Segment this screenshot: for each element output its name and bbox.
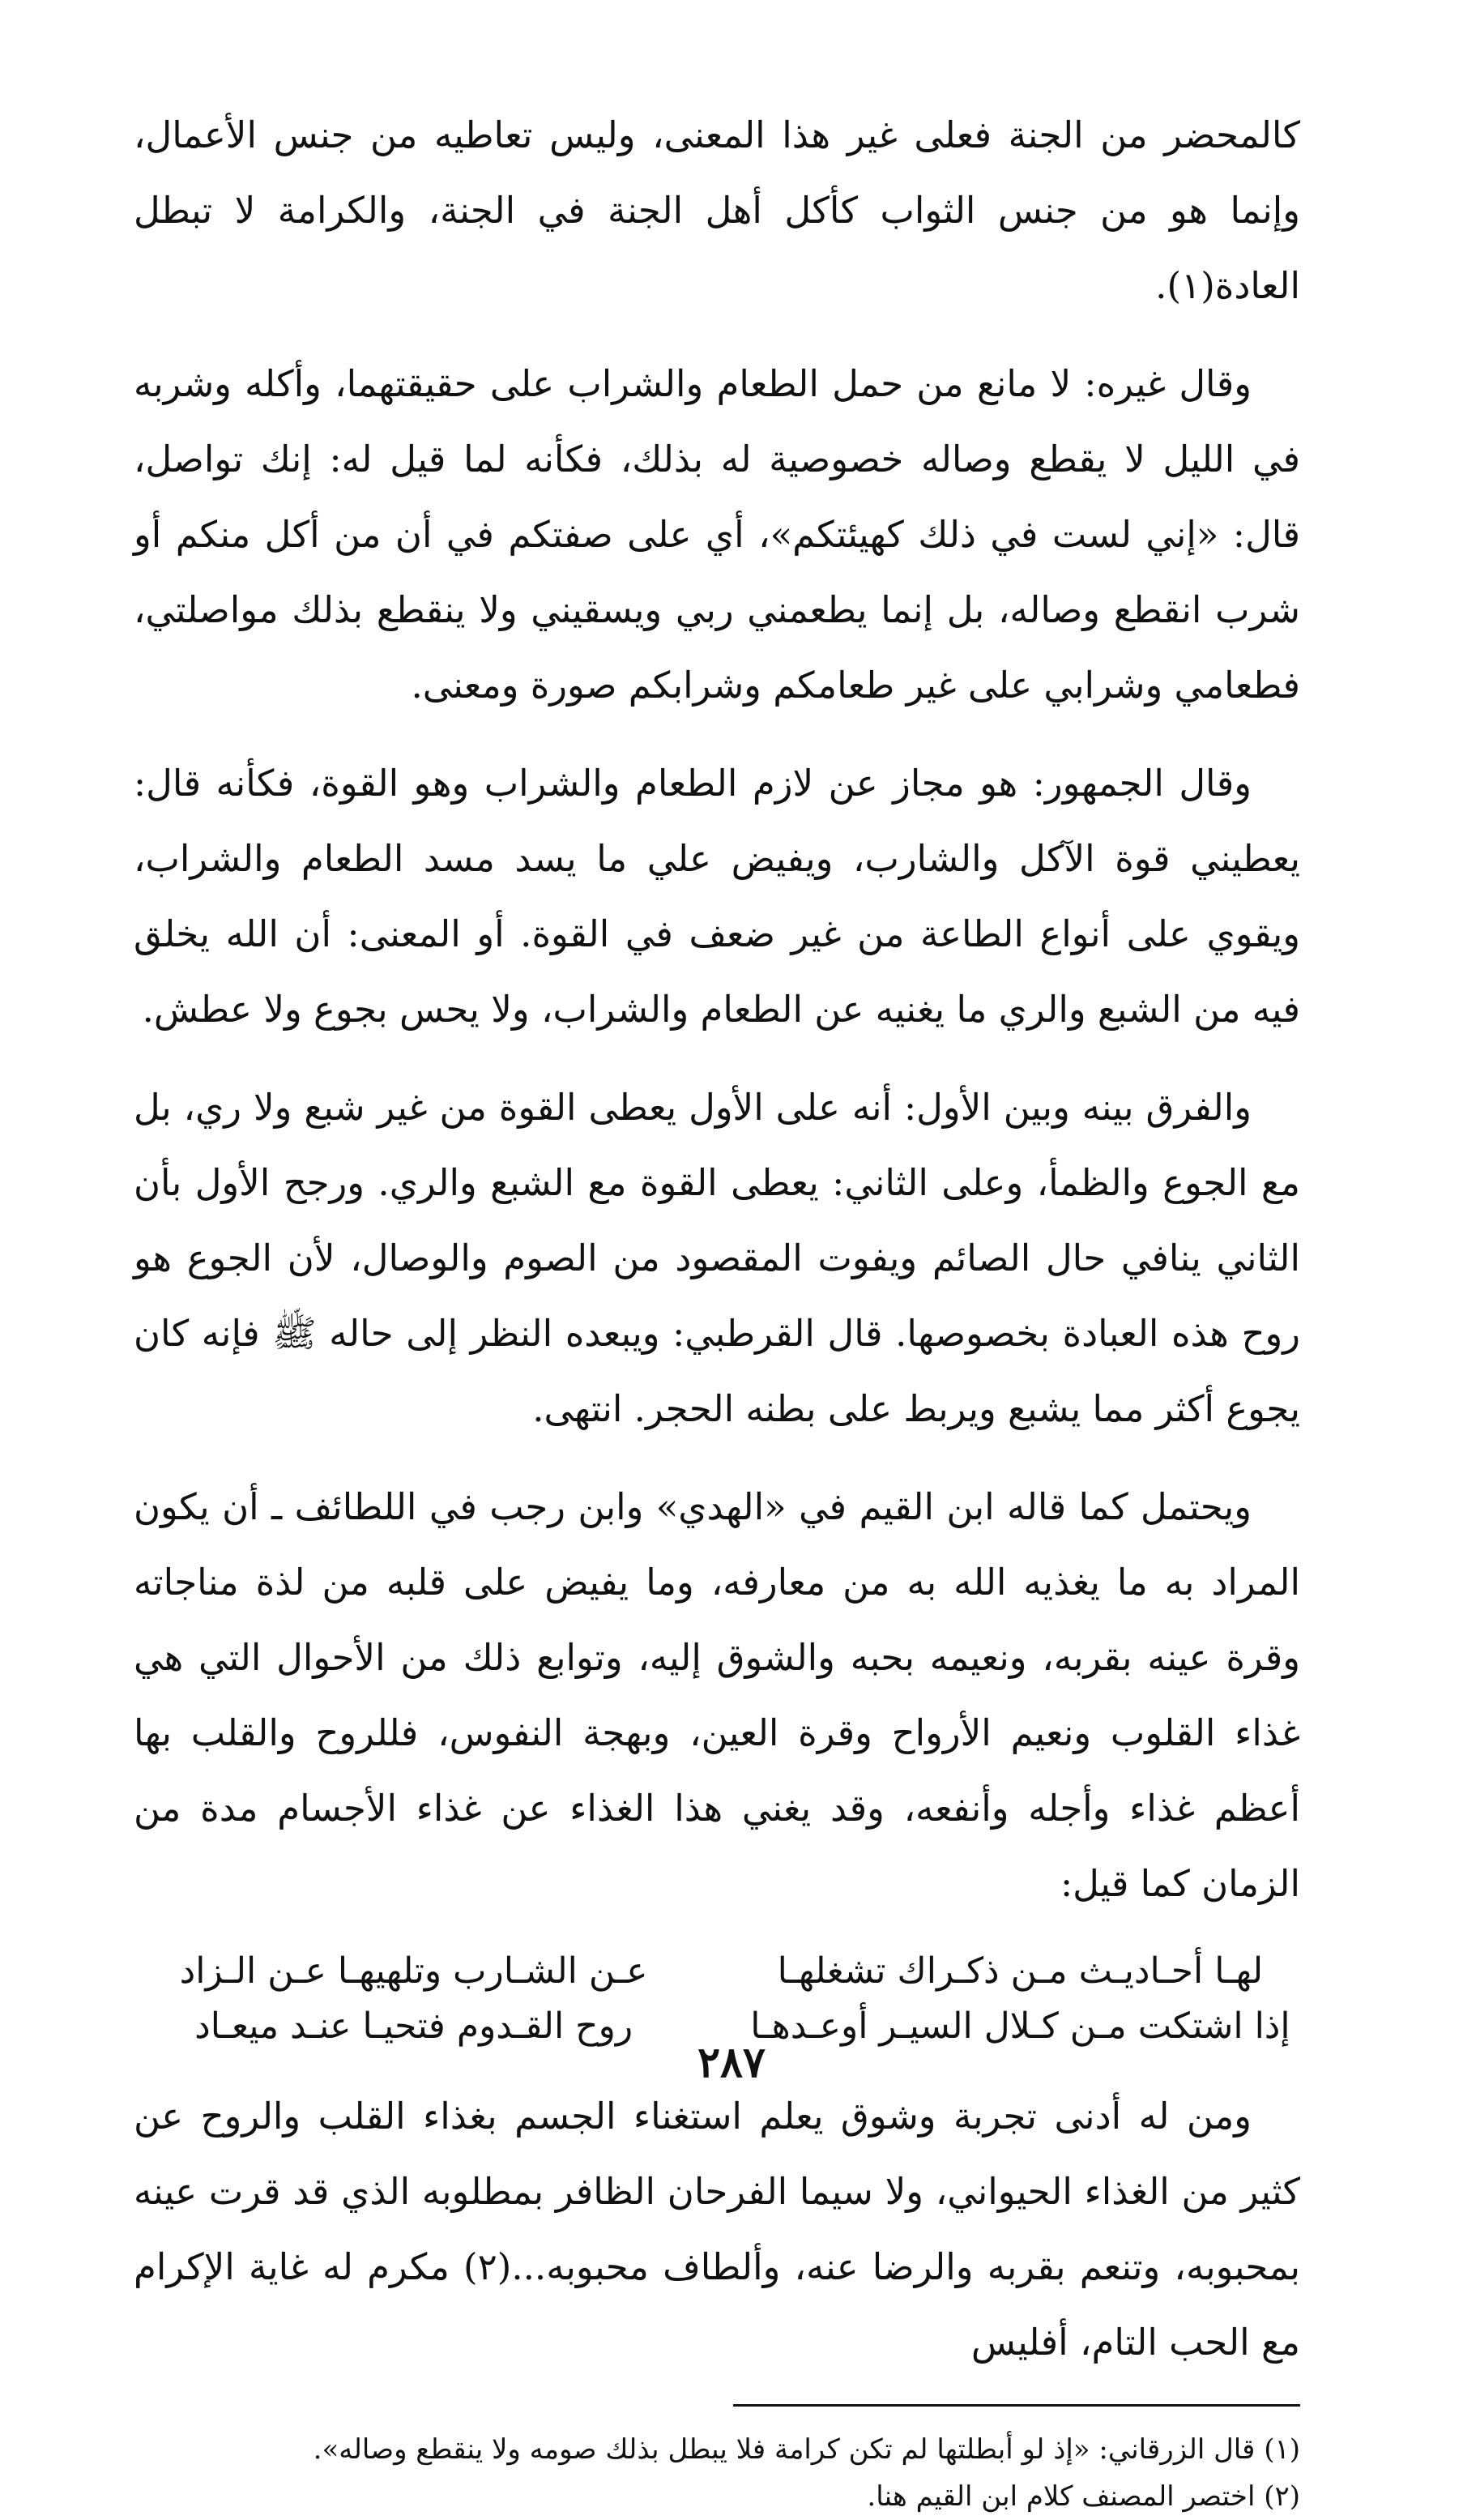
paragraph-2: وقال غيره: لا مانع من حمل الطعام والشراب على حقيقتهما، وأكله وشربه في الليل لا يقطع وصاله خصوصية له بذلك، فكأنه لما قيل له: إنك تواصل، قال: «إني لست في ذلك كهيئتكم»، أي على صفتكم في أن من أكل منكم أو شرب انقطع وصاله، بل إنما يطعمني ربي ويسقيني ولا ينقطع بذلك مواصلتي، فطعامي وشرابي على غير طعامكم وشرابكم صورة ومعنى.: [134, 362, 1300, 707]
poem-verse-1-first-hemistich: لهـا أحـاديـث مـن ذكـراك تشغلهـا: [777, 1950, 1264, 1992]
page-body: [134, 97, 1300, 2520]
paragraph-3: وقال الجمهور: هو مجاز عن لازم الطعام والشراب وهو القوة، فكأنه قال: يعطيني قوة الآكل والشارب، ويفيض علي ما يسد مسد الطعام والشراب، ويقوي على أنواع الطاعة من غير ضعف في القوة. أو المعنى: أن الله يخلق فيه من الشبع والري ما يغنيه عن الطعام والشراب، ولا يحس بجوع ولا عطش.: [134, 762, 1300, 1031]
footnote-1: (١) قال الزرقاني: «إذ لو أبطلتها لم تكن كرامة فلا يبطل بذلك صومه ولا ينقطع وصاله».: [313, 2433, 1300, 2466]
paragraph-4: والفرق بينه وبين الأول: أنه على الأول يعطى القوة من غير شبع ولا ري، بل مع الجوع والظمأ، وعلى الثاني: يعطى القوة مع الشبع والري. ورجح الأول بأن الثاني ينافي حال الصائم ويفوت المقصود من الصوم والوصال، لأن الجوع هو روح هذه العبادة بخصوصها. قال القرطبي: ويبعده النظر إلى حاله ﷺ فإنه كان يجوع أكثر مما يشبع ويربط على بطنه الحجر. انتهى.: [134, 1086, 1300, 1430]
poem-verse-1: [134, 1944, 1300, 1999]
footnote-separator: [733, 2404, 1300, 2407]
page-number: ٢٨٧: [697, 2038, 766, 2087]
paragraph-5: ويحتمل كما قاله ابن القيم في «الهدي» وابن رجب في اللطائف ـ أن يكون المراد به ما يغذيه الله به من معارفه، وما يفيض على قلبه من لذة مناجاته وقرة عينه بقربه، ونعيمه بحبه والشوق إليه، وتوابع ذلك من الأحوال التي هي غذاء القلوب ونعيم الأرواح وقرة العين، وبهجة النفوس، فللروح والقلب بها أعظم غذاء وأجله وأنفعه، وقد يغني هذا الغذاء عن غذاء الأجسام مدة من الزمان كما قيل:: [134, 1485, 1300, 1905]
poem-verse-1-second-hemistich: عـن الشـارب وتلهيهـا عـن الـزاد: [179, 1950, 648, 1992]
paragraph-1: كالمحضر من الجنة فعلى غير هذا المعنى، وليس تعاطيه من جنس الأعمال، وإنما هو من جنس الثواب كأكل أهل الجنة في الجنة، والكرامة لا تبطل العادة(١).: [134, 113, 1300, 307]
closing-paragraph: ومن له أدنى تجربة وشوق يعلم استغناء الجسم بغذاء القلب والروح عن كثير من الغذاء الحيواني، ولا سيما الفرحان الظافر بمطلوبه الذي قد قرت عينه بمحبوبه، وتنعم بقربه والرضا عنه، وألطاف محبوبه...(٢) مكرم له غاية الإكرام مع الحب التام، أفليس: [134, 2095, 1301, 2364]
poem-verse-2-second-hemistich: روح القـدوم فتحيـا عنـد ميعـاد: [194, 2005, 633, 2047]
poem-verse-2-first-hemistich: إذا اشتكت مـن كـلال السيـر أوعـدهـا: [750, 2005, 1290, 2047]
footnote-2: (٢) اختصر المصنف كلام ابن القيم هنا.: [867, 2480, 1300, 2513]
